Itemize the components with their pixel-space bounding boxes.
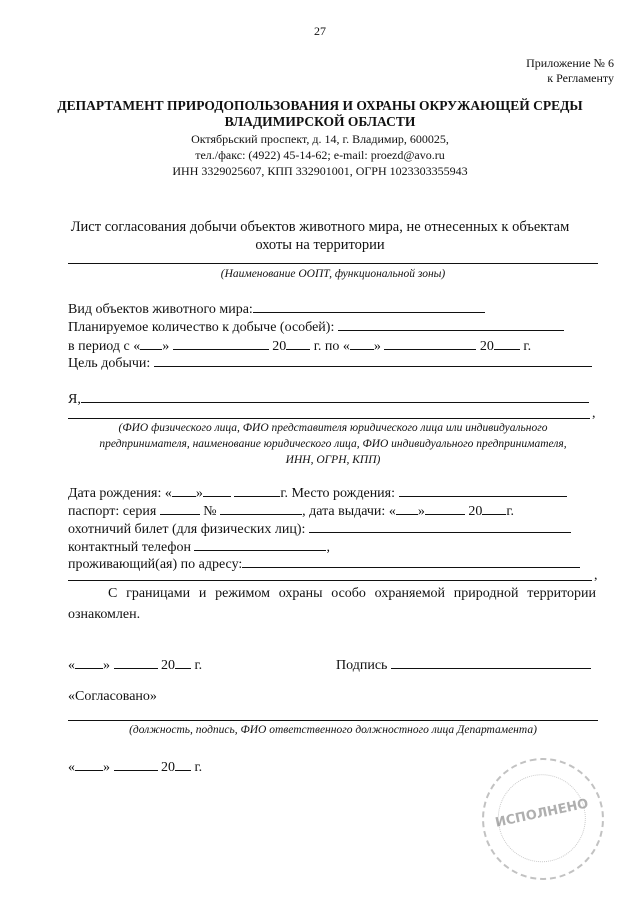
applicant-row (68, 388, 589, 409)
planned-qty-row (68, 316, 564, 337)
phone-field[interactable] (194, 536, 326, 551)
period-quote-close: » (162, 339, 170, 354)
org-name-line1: ДЕПАРТАМЕНТ ПРИРОДОПОЛЬЗОВАНИЯ И ОХРАНЫ ОКРУЖАЮЩЕЙ СРЕДЫ (57, 98, 583, 113)
birth-year-field[interactable] (234, 482, 280, 497)
period-from-month[interactable] (173, 335, 269, 350)
appr-g: г. (194, 760, 203, 775)
applicant-label: Я, (68, 392, 81, 407)
applicant-field[interactable] (81, 388, 589, 403)
period-to-month[interactable] (384, 335, 476, 350)
birth-date-label: Дата рождения: « (68, 486, 172, 501)
address-field-2[interactable] (68, 580, 592, 581)
issue-year-prefix: 20 (468, 504, 483, 519)
page-number: 27 (314, 24, 326, 38)
doc-title-line2: охоты на территории (255, 237, 385, 253)
issue-quote-close: » (417, 504, 425, 519)
applicant-comma: , (592, 406, 596, 421)
purpose-row (68, 352, 592, 373)
planned-qty-field[interactable] (338, 316, 564, 331)
person-hint-line2: предпринимателя, наименование юридического лица, ФИО индивидуального предпринимателя, (99, 438, 567, 450)
birth-place-label: г. Место рождения: (280, 486, 396, 501)
phone-comma: , (326, 540, 330, 555)
period-to-label: г. по « (313, 339, 350, 354)
license-label: охотничий билет (для физических лиц): (68, 522, 306, 537)
person-hint-line3: ИНН, ОГРН, КПП) (285, 454, 381, 466)
signature-date-row (68, 654, 202, 675)
sig-day-field[interactable] (75, 654, 103, 669)
address-label: проживающий(ая) по адресу: (68, 557, 243, 572)
period-to-year[interactable] (494, 335, 520, 350)
passport-number-label: № (203, 504, 217, 519)
appr-day-field[interactable] (75, 756, 103, 771)
period-to-g: г. (523, 339, 532, 354)
appr-year-prefix: 20 (161, 760, 175, 775)
official-hint: (должность, подпись, ФИО ответственного должностного лица Департамента) (129, 724, 537, 736)
birth-place-field[interactable] (399, 482, 567, 497)
purpose-field[interactable] (154, 352, 592, 367)
sig-year-field[interactable] (175, 654, 191, 669)
issue-day-field[interactable] (396, 500, 418, 515)
passport-series-field[interactable] (160, 500, 200, 515)
sig-year-prefix: 20 (161, 658, 175, 673)
period-to-year-prefix: 20 (479, 339, 494, 354)
appendix-note (526, 56, 614, 86)
period-from-year-prefix: 20 (272, 339, 287, 354)
purpose-label: Цель добычи: (68, 356, 151, 371)
passport-number-field[interactable] (220, 500, 302, 515)
signature-label: Подпись (336, 658, 388, 673)
appr-year-field[interactable] (175, 756, 191, 771)
official-field[interactable] (68, 720, 598, 721)
birth-day-field[interactable] (172, 482, 196, 497)
applicant-field-2[interactable] (68, 418, 590, 419)
approved-label: «Согласовано» (68, 689, 157, 704)
address-field[interactable] (242, 553, 580, 568)
passport-label: паспорт: серия (68, 504, 157, 519)
signature-row (336, 654, 591, 675)
doc-title-line1: Лист согласования добычи объектов животного мира, не отнесенных к объектам (70, 219, 570, 235)
planned-qty-label: Планируемое количество к добыче (особей): (68, 320, 335, 335)
period-from-year[interactable] (286, 335, 310, 350)
appendix-line1: Приложение № 6 (526, 56, 614, 70)
approval-date-row (68, 756, 202, 777)
acknowledgement-text: С границами и режимом охраны особо охраняемой природной территории ознакомлен. (68, 586, 596, 622)
sig-date-close: » (103, 658, 110, 673)
territory-hint: (Наименование ООПТ, функциональной зоны) (220, 268, 446, 280)
org-ids: ИНН 3329025607, КПП 332901001, ОГРН 1023303355943 (172, 164, 468, 178)
address-row (68, 553, 580, 574)
signature-field[interactable] (391, 654, 591, 669)
birth-month-field[interactable] (203, 482, 231, 497)
stamp-text: ИСПОЛНЕНО (493, 796, 590, 831)
issue-date-label: , дата выдачи: « (302, 504, 396, 519)
appr-month-field[interactable] (114, 756, 158, 771)
period-to-quote-close: » (373, 339, 381, 354)
period-from-day[interactable] (140, 335, 162, 350)
period-to-day[interactable] (350, 335, 374, 350)
issue-month-field[interactable] (425, 500, 465, 515)
stamp-seal (471, 747, 616, 892)
sig-date-open: « (68, 658, 75, 673)
license-field[interactable] (309, 518, 571, 533)
period-from-label: в период с « (68, 339, 141, 354)
org-contacts: тел./факс: (4922) 45-14-62; e-mail: proezd@avo.ru (195, 148, 445, 162)
org-name-line2: ВЛАДИМИРСКОЙ ОБЛАСТИ (224, 114, 416, 129)
animal-type-label: Вид объектов животного мира: (68, 302, 253, 317)
address-comma: , (594, 568, 598, 583)
sig-month-field[interactable] (114, 654, 158, 669)
appendix-line2: к Регламенту (547, 71, 614, 85)
appr-date-open: « (68, 760, 75, 775)
issue-g: г. (506, 504, 514, 519)
person-hint-line1: (ФИО физического лица, ФИО представителя юридического лица или индивидуального (118, 422, 548, 434)
issue-year-field[interactable] (482, 500, 506, 515)
org-address: Октябрьский проспект, д. 14, г. Владимир, 600025, (191, 132, 449, 146)
territory-field[interactable] (68, 263, 598, 264)
phone-label: контактный телефон (68, 540, 191, 555)
birth-quote-close: » (195, 486, 203, 501)
appr-date-close: » (103, 760, 110, 775)
sig-g: г. (194, 658, 203, 673)
animal-type-field[interactable] (253, 298, 485, 313)
